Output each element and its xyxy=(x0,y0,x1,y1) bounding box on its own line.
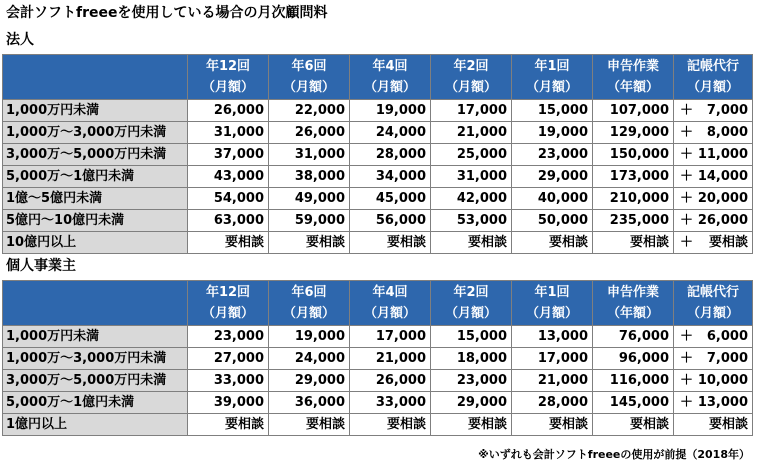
table-cell: 59,000 xyxy=(269,210,350,232)
table-cell: 150,000 xyxy=(593,144,674,166)
table-row xyxy=(3,414,753,436)
table-cell: 要相談 xyxy=(269,414,350,436)
table-row xyxy=(3,144,753,166)
bookkeeping-value: 6,000 xyxy=(706,329,748,344)
bookkeeping-value: 7,000 xyxy=(706,103,748,118)
table-cell: 54,000 xyxy=(188,188,269,210)
table-cell: 129,000 xyxy=(593,122,674,144)
header-cell-2: 年2回 （月額） xyxy=(431,281,512,326)
table-cell: 要相談 xyxy=(431,414,512,436)
table-cell: 21,000 xyxy=(350,348,431,370)
table-cell: 18,000 xyxy=(431,348,512,370)
bookkeeping-cell xyxy=(674,100,753,122)
table-cell: 28,000 xyxy=(350,144,431,166)
header-cell-1: 年1回 （月額） xyxy=(512,55,593,100)
header-cell-bookkeeping: 記帳代行 （月額） xyxy=(674,55,753,100)
section-title-individual: 個人事業主 xyxy=(6,258,76,274)
table-cell: 29,000 xyxy=(512,166,593,188)
table-row xyxy=(3,210,753,232)
header-cell-bookkeeping: 記帳代行 （月額） xyxy=(674,281,753,326)
table-row xyxy=(3,392,753,414)
table-cell: 24,000 xyxy=(269,348,350,370)
bookkeeping-cell xyxy=(674,122,753,144)
table-cell: 31,000 xyxy=(431,166,512,188)
table-cell: 要相談 xyxy=(269,232,350,254)
table-cell: 145,000 xyxy=(593,392,674,414)
table-cell: 17,000 xyxy=(431,100,512,122)
table-cell: 45,000 xyxy=(350,188,431,210)
table-cell: 要相談 xyxy=(593,414,674,436)
table-cell: 50,000 xyxy=(512,210,593,232)
bookkeeping-cell xyxy=(674,348,753,370)
table-cell: 要相談 xyxy=(431,232,512,254)
table-row xyxy=(3,122,753,144)
table-header-row xyxy=(3,281,753,326)
table-row xyxy=(3,348,753,370)
table-cell: 107,000 xyxy=(593,100,674,122)
bookkeeping-value: 8,000 xyxy=(706,125,748,140)
table-cell: 31,000 xyxy=(269,144,350,166)
table-cell: 116,000 xyxy=(593,370,674,392)
table-cell: 53,000 xyxy=(431,210,512,232)
row-label: 3,000万～5,000万円未満 xyxy=(3,370,188,392)
plus-sign: ＋ xyxy=(680,373,694,388)
row-label: 1,000万～3,000万円未満 xyxy=(3,348,188,370)
row-label: 1,000万円未満 xyxy=(3,100,188,122)
plus-sign: ＋ xyxy=(680,235,694,250)
table-cell: 34,000 xyxy=(350,166,431,188)
row-label: 5,000万～1億円未満 xyxy=(3,392,188,414)
table-cell: 21,000 xyxy=(512,370,593,392)
table-cell: 要相談 xyxy=(350,232,431,254)
plus-sign: ＋ xyxy=(680,169,694,184)
bookkeeping-value: 7,000 xyxy=(706,351,748,366)
table-row xyxy=(3,166,753,188)
bookkeeping-cell xyxy=(674,210,753,232)
table-cell: 23,000 xyxy=(512,144,593,166)
table-cell: 17,000 xyxy=(512,348,593,370)
plus-sign: ＋ xyxy=(680,213,694,228)
plus-sign: ＋ xyxy=(680,191,694,206)
table-cell: 28,000 xyxy=(512,392,593,414)
table-cell: 19,000 xyxy=(269,326,350,348)
fee-table-corporate xyxy=(2,54,753,254)
table-cell: 36,000 xyxy=(269,392,350,414)
table-row xyxy=(3,188,753,210)
bookkeeping-value: 14,000 xyxy=(697,169,748,184)
table-cell: 19,000 xyxy=(350,100,431,122)
table-cell: 要相談 xyxy=(512,232,593,254)
table-cell: 26,000 xyxy=(269,122,350,144)
table-cell: 43,000 xyxy=(188,166,269,188)
table-header-row xyxy=(3,55,753,100)
bookkeeping-cell xyxy=(674,370,753,392)
table-cell: 要相談 xyxy=(188,232,269,254)
table-cell: 23,000 xyxy=(431,370,512,392)
section-title-corporate: 法人 xyxy=(6,32,34,48)
table-cell: 33,000 xyxy=(188,370,269,392)
header-cell-1: 年1回 （月額） xyxy=(512,281,593,326)
table-cell: 15,000 xyxy=(431,326,512,348)
fee-table-individual xyxy=(2,280,753,436)
bookkeeping-cell xyxy=(674,414,753,436)
row-label: 1,000万～3,000万円未満 xyxy=(3,122,188,144)
table-cell: 25,000 xyxy=(431,144,512,166)
table-cell: 38,000 xyxy=(269,166,350,188)
plus-sign: ＋ xyxy=(680,125,694,140)
bookkeeping-value: 20,000 xyxy=(697,191,748,206)
header-corner xyxy=(3,55,188,100)
bookkeeping-value: 13,000 xyxy=(697,395,748,410)
table-cell: 37,000 xyxy=(188,144,269,166)
row-label: 1億～5億円未満 xyxy=(3,188,188,210)
table-cell: 39,000 xyxy=(188,392,269,414)
bookkeeping-value: 11,000 xyxy=(697,147,748,162)
table-cell: 96,000 xyxy=(593,348,674,370)
table-cell: 21,000 xyxy=(431,122,512,144)
table-row xyxy=(3,100,753,122)
plus-sign: ＋ xyxy=(680,329,694,344)
header-cell-2: 年2回 （月額） xyxy=(431,55,512,100)
table-cell: 27,000 xyxy=(188,348,269,370)
table-row xyxy=(3,326,753,348)
table-cell: 26,000 xyxy=(188,100,269,122)
header-cell-12: 年12回 （月額） xyxy=(188,281,269,326)
header-cell-4: 年4回 （月額） xyxy=(350,55,431,100)
table-cell: 33,000 xyxy=(350,392,431,414)
table-cell: 210,000 xyxy=(593,188,674,210)
header-cell-4: 年4回 （月額） xyxy=(350,281,431,326)
table-cell: 要相談 xyxy=(188,414,269,436)
header-cell-6: 年6回 （月額） xyxy=(269,55,350,100)
header-corner xyxy=(3,281,188,326)
plus-sign: ＋ xyxy=(680,395,694,410)
bookkeeping-value: 10,000 xyxy=(697,373,748,388)
table-row xyxy=(3,232,753,254)
row-label: 10億円以上 xyxy=(3,232,188,254)
table-cell: 23,000 xyxy=(188,326,269,348)
bookkeeping-cell xyxy=(674,392,753,414)
table-cell: 19,000 xyxy=(512,122,593,144)
row-label: 1,000万円未満 xyxy=(3,326,188,348)
bookkeeping-cell xyxy=(674,166,753,188)
plus-sign: ＋ xyxy=(680,147,694,162)
table-cell: 要相談 xyxy=(593,232,674,254)
bookkeeping-cell xyxy=(674,144,753,166)
bookkeeping-cell xyxy=(674,188,753,210)
bookkeeping-cell xyxy=(674,326,753,348)
bookkeeping-cell xyxy=(674,232,753,254)
table-cell: 63,000 xyxy=(188,210,269,232)
row-label: 5,000万～1億円未満 xyxy=(3,166,188,188)
table-cell: 76,000 xyxy=(593,326,674,348)
plus-sign: ＋ xyxy=(680,351,694,366)
table-cell: 13,000 xyxy=(512,326,593,348)
table-cell: 22,000 xyxy=(269,100,350,122)
bookkeeping-value: 要相談 xyxy=(708,417,748,432)
row-label: 5億円～10億円未満 xyxy=(3,210,188,232)
table-cell: 42,000 xyxy=(431,188,512,210)
table-row xyxy=(3,370,753,392)
row-label: 1億円以上 xyxy=(3,414,188,436)
table-cell: 17,000 xyxy=(350,326,431,348)
table-cell: 235,000 xyxy=(593,210,674,232)
table-cell: 要相談 xyxy=(350,414,431,436)
table-cell: 24,000 xyxy=(350,122,431,144)
header-cell-6: 年6回 （月額） xyxy=(269,281,350,326)
header-cell-filing: 申告作業 （年額） xyxy=(593,55,674,100)
page-title: 会計ソフトfreeeを使用している場合の月次顧問料 xyxy=(6,5,328,21)
table-cell: 要相談 xyxy=(512,414,593,436)
footnote: ※いずれも会計ソフトfreeeの使用が前提（2018年） xyxy=(478,448,750,461)
table-cell: 56,000 xyxy=(350,210,431,232)
table-cell: 31,000 xyxy=(188,122,269,144)
table-cell: 49,000 xyxy=(269,188,350,210)
bookkeeping-value: 要相談 xyxy=(708,235,748,250)
table-cell: 29,000 xyxy=(269,370,350,392)
table-cell: 15,000 xyxy=(512,100,593,122)
bookkeeping-value: 26,000 xyxy=(697,213,748,228)
table-cell: 173,000 xyxy=(593,166,674,188)
table-cell: 26,000 xyxy=(350,370,431,392)
row-label: 3,000万～5,000万円未満 xyxy=(3,144,188,166)
header-cell-12: 年12回 （月額） xyxy=(188,55,269,100)
plus-sign: ＋ xyxy=(680,103,694,118)
table-cell: 29,000 xyxy=(431,392,512,414)
header-cell-filing: 申告作業 （年額） xyxy=(593,281,674,326)
table-cell: 40,000 xyxy=(512,188,593,210)
